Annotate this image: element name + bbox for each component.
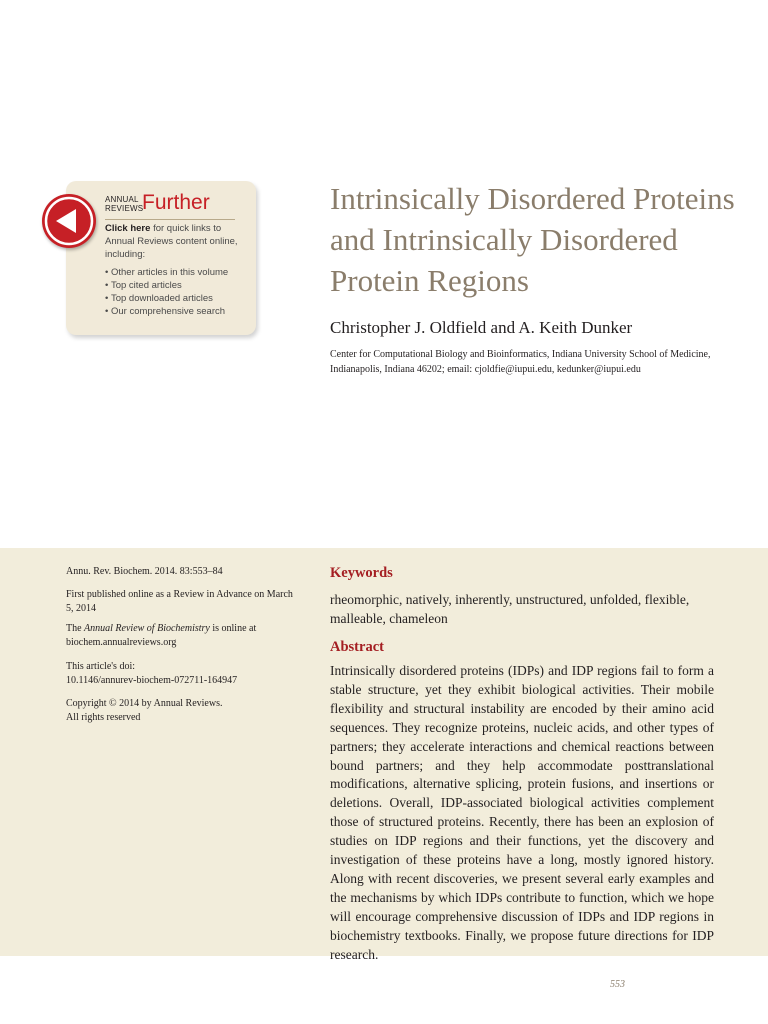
further-link-item[interactable]: • Other articles in this volume [105,266,228,279]
brand-annual-reviews: ANNUAL REVIEWS [105,195,144,213]
abstract-heading: Abstract [330,639,384,655]
keywords-text: rheomorphic, natively, inherently, unstructured, unfolded, flexible, malleable, chameleon [330,592,690,626]
copyright-block [66,697,296,724]
page-number: 553 [610,979,625,990]
further-description [105,222,250,261]
further-link-item[interactable]: • Top cited articles [105,279,228,292]
citation: Annu. Rev. Biochem. 2014. 83:553–84 [66,566,223,577]
doi-label: This article's doi: [66,661,136,672]
further-divider [105,219,235,220]
keywords-heading: Keywords [330,565,393,581]
further-link-button[interactable] [42,194,96,248]
doi-value[interactable]: 10.1146/annurev-biochem-072711-164947 [66,674,238,686]
further-link-item[interactable]: • Our comprehensive search [105,305,228,318]
copyright-text: Copyright © 2014 by Annual Reviews. [66,698,223,709]
abstract-text: Intrinsically disordered proteins (IDPs) and IDP regions fail to form a stable structure, yet they exhibit biological activities. Their mobile flexibility and structural instability are encoded by their amino acid sequences. They recognize proteins, nucleic acids, and other types of partners; they accelerate interactions and chemical reactions between bound partners; and they help accommodate posttranslational modifications, alternative splicing, protein fusions, and insertions or deletions. Overall, IDP-associated biological activities complement those of structured proteins. Recently, there has been an explosion of studies on IDP regions and their functions, yet the discovery and investigation of these proteins have a long, mostly ignored history. Along with recent discoveries, we present several early examples and the mechanisms by which IDPs contribute to function, which we hope will encourage comprehensive discussion of IDPs and IDP regions in biochemistry textbooks. Finally, we propose future directions for IDP research. [330,663,714,962]
brand-further: Further [142,191,210,214]
journal-name: Annual Review of Biochemistry [84,623,210,634]
left-arrow-icon [42,194,96,248]
online-note: The Annual Review of Biochemistry is online at biochem.annualreviews.org [66,623,257,648]
rights-text: All rights reserved [66,711,141,723]
further-links-list [105,266,228,318]
article-authors: Christopher J. Oldfield and A. Keith Dunker [330,318,633,337]
click-here-link[interactable]: Click here [105,223,151,234]
author-affiliation: Center for Computational Biology and Bioinformatics, Indiana University School of Medicine, Indianapolis, Indiana 46202; email: cjoldfie@iupui.edu, kedunker@iupui.edu [330,349,711,375]
article-title: Intrinsically Disordered Proteins and Intrinsically Disordered Protein Regions [330,181,735,298]
publication-note: First published online as a Review in Advance on March 5, 2014 [66,589,293,614]
further-description-text: for quick links to Annual Reviews content online, including: [105,223,238,260]
doi-block [66,660,296,687]
further-link-item[interactable]: • Top downloaded articles [105,292,228,305]
